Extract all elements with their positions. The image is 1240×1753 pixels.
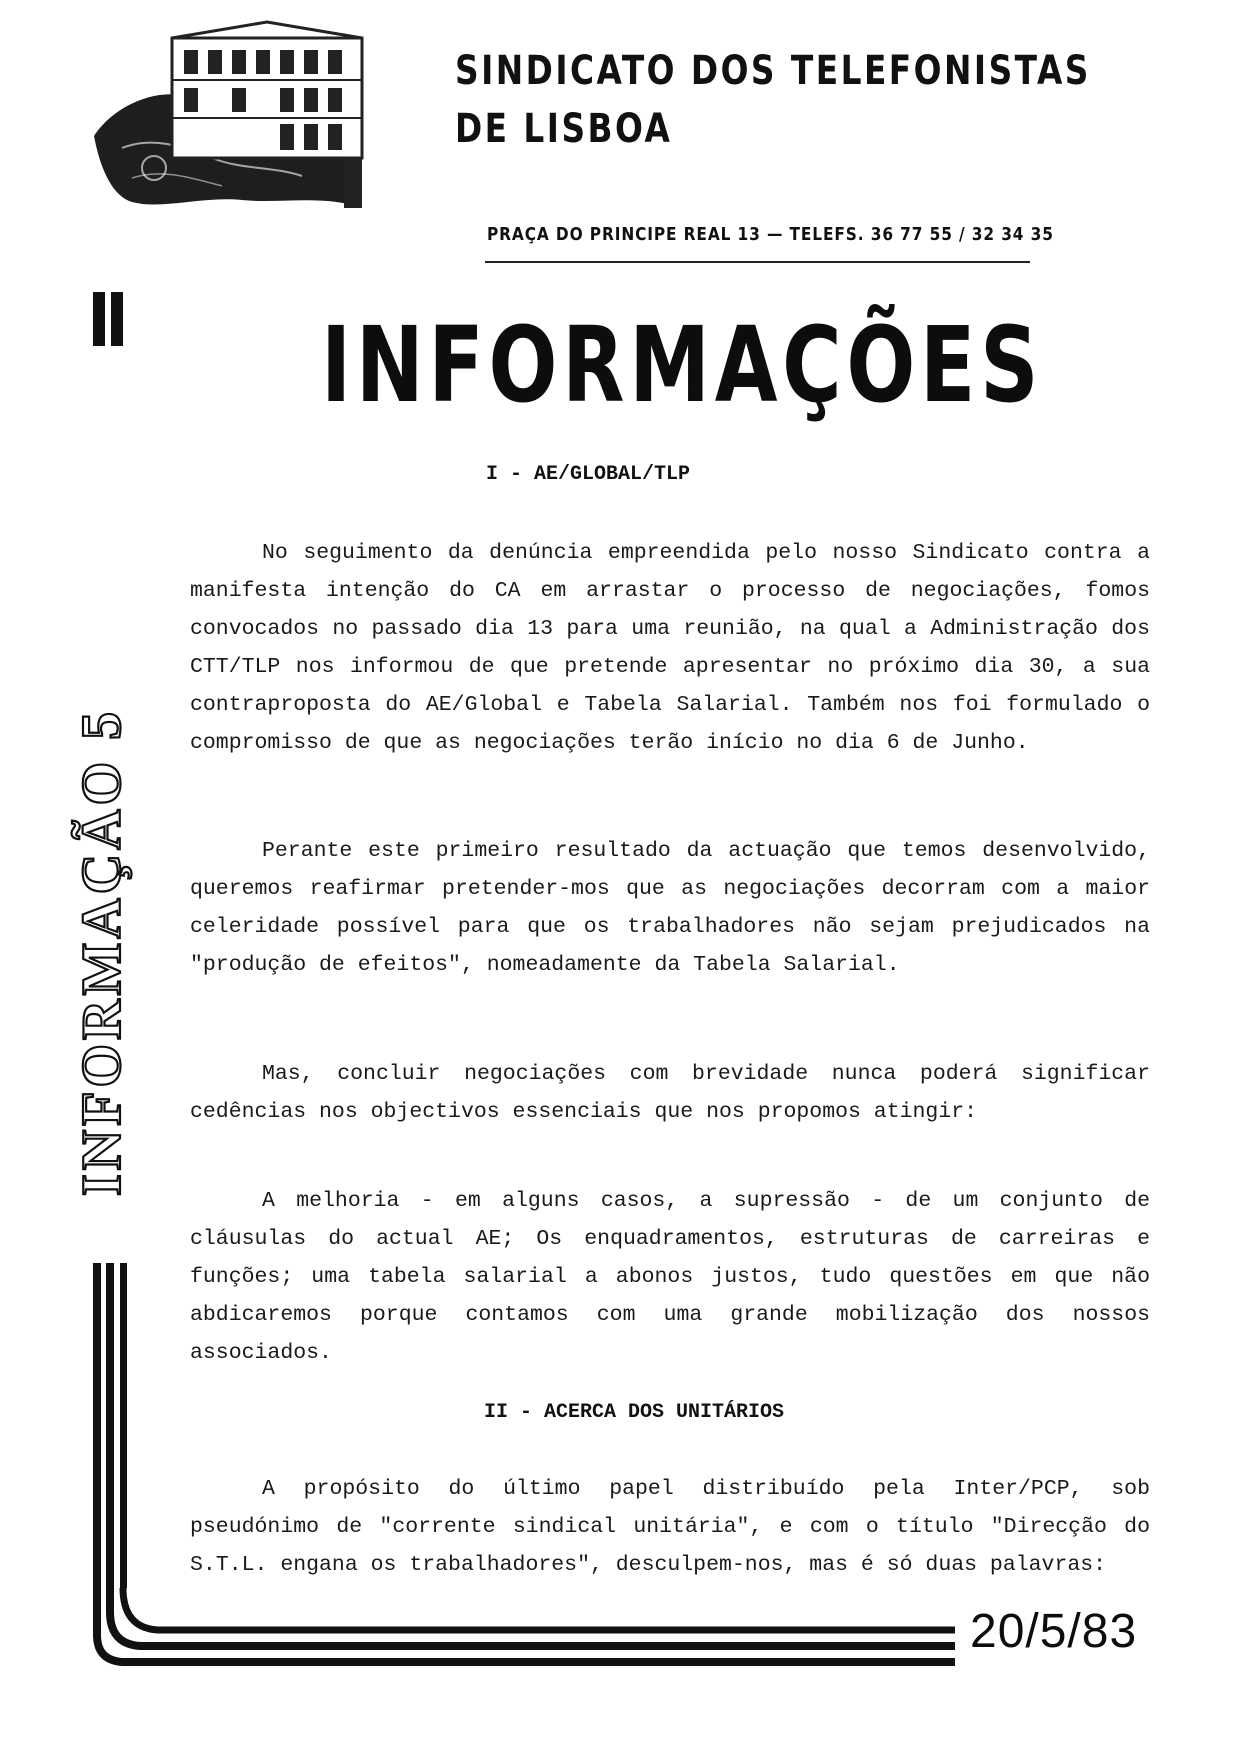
organization-name-line-2: DE LISBOA — [455, 106, 673, 152]
union-logo — [92, 18, 382, 216]
building-emblem-icon — [92, 18, 382, 216]
sidebar-label — [71, 286, 142, 1246]
organization-address: PRAÇA DO PRINCIPE REAL 13 — TELEFS. 36 77 55 / 32 34 35 — [487, 225, 1054, 245]
organization-name — [455, 42, 1091, 158]
section-heading-unitarios: II - ACERCA DOS UNITÁRIOS — [484, 1401, 785, 1424]
organization-name-line-1: SINDICATO DOS TELEFONISTAS — [455, 48, 1091, 94]
paragraph-perante: Perante este primeiro resultado da actuação que temos desenvolvido, queremos reafirmar pretender-mos que as negociações decorram com a maior celeridade possível para que os trabalhadores não sejam prejudicados na "produção de efeitos", nomeadamente da Tabela Salarial. — [190, 839, 1150, 977]
address-divider — [485, 261, 1030, 263]
paragraph-proposito: A propósito do último papel distribuído pela Inter/PCP, sob pseudónimo de "corrente sindical unitária", e com o título "Direcção do S.T.L. engana os trabalhadores", desculpem-nos, mas é só duas palavras: — [190, 1477, 1150, 1577]
section-heading-ae-global: I - AE/GLOBAL/TLP — [486, 463, 691, 486]
document-title: INFORMAÇÕES — [321, 304, 1044, 426]
paragraph-concluir: Mas, concluir negociações com brevidade nunca poderá significar cedências nos objectivos essenciais que nos propomos atingir: — [190, 1062, 1150, 1124]
paragraph-melhoria: A melhoria - em alguns casos, a supressão - de um conjunto de cláusulas do actual AE; Os enquadramentos, estruturas de carreiras e funções; uma tabela salarial a abonos justos, tudo questões em que não abdicaremos porque contamos com uma grande mobilização dos nossos associados. — [190, 1189, 1150, 1365]
paragraph-denuncia: No seguimento da denúncia empreendida pelo nosso Sindicato contra a manifesta intenção do CA em arrastar o processo de negociações, fomos convocados no passado dia 13 para uma reunião, na qual a Administração dos CTT/TLP nos informou de que pretende apresentar no próximo dia 30, a sua contraproposta do AE/Global e Tabela Salarial. Também nos foi formulado o compromisso de que as negociações terão início no dia 6 de Junho. — [190, 541, 1150, 755]
sidebar-issue-label: INFORMAÇÃO 5 — [71, 707, 133, 1196]
issue-date: 20/5/83 — [970, 1605, 1138, 1658]
sidebar-label-graphic — [71, 286, 142, 1246]
